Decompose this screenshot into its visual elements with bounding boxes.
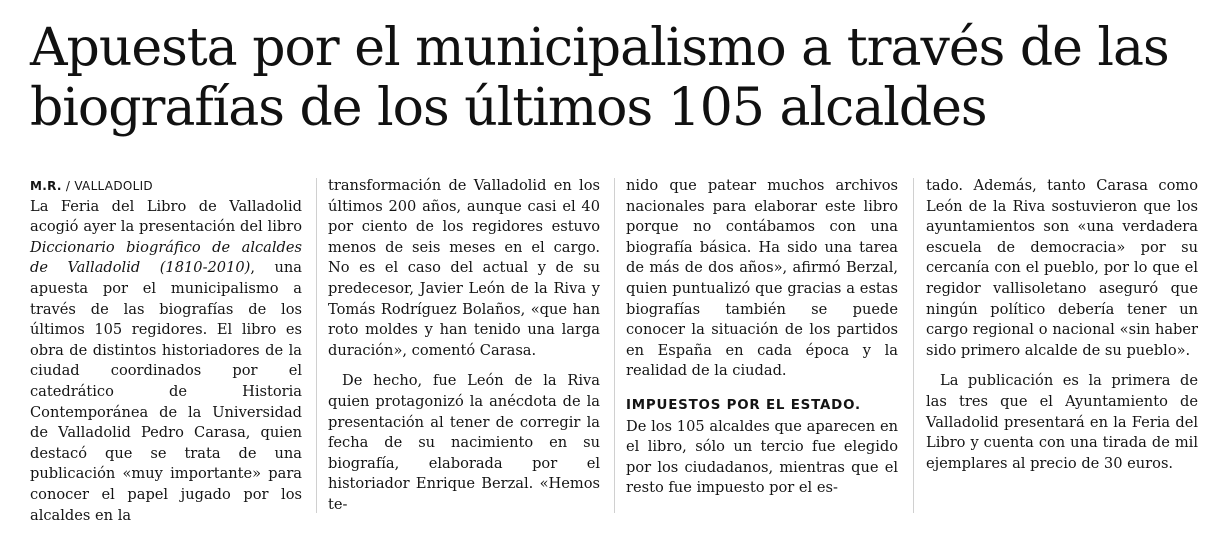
article-headline: Apuesta por el municipalismo a través de las biografías de los últimos 105 alcaldes <box>30 18 1169 138</box>
lead-text-end: , una apuesta por el municipalismo a través de las biografías de los últimos 105 regidores. El libro es obra de distintos historiadores de la ciudad coordinados por el catedrático de Historia Contemporánea de la Universidad de Valladolid Pedro Carasa, quien destacó que se trata de una publicación «muy importante» para conocer el papel jugado por los alcaldes en la <box>30 259 302 524</box>
paragraph: nido que patear muchos archivos nacionales para elaborar este libro porque no contábamos con una biografía básica. Ha sido una tarea de más de dos años», afirmó Berzal, quien puntualizó que gracias a estas biografías también se puede conocer la situación de los partidos en España en cada época y la realidad de la ciudad. <box>626 177 898 380</box>
column-divider <box>316 178 317 513</box>
section-subhead: IMPUESTOS POR EL ESTADO. <box>626 397 861 413</box>
paragraph: tado. Además, tanto Carasa como León de la Riva sostuvieron que los ayuntamientos son «una verdadera escuela de democracia» por su cercanía con el pueblo, por lo que el regidor vallisoletano aseguró que ningún político debería tener un cargo regional o nacional «sin haber sido primero alcalde de su pueblo». <box>926 177 1198 359</box>
byline-separator: / <box>61 179 75 193</box>
lead-text-start: La Feria del Libro de Valladolid acogió ayer la presentación del libro <box>30 197 302 236</box>
paragraph-gap <box>328 361 600 371</box>
paragraph: transformación de Valladolid en los últimos 200 años, aunque casi el 40 por ciento de los regidores estuvo menos de seis meses en el cargo. No es el caso del actual y de su predecesor, Javier León de la Riva y Tomás Rodríguez Bolaños, «que han roto moldes y han tenido una larga duración», comentó Carasa. <box>328 177 600 359</box>
paragraph: De los 105 alcaldes que aparecen en el libro, sólo un tercio fue elegido por los ciudadanos, mientras que el resto fue impuesto por el es- <box>626 417 898 497</box>
book-title: Diccionario biográfico de alcaldes de Valladolid (1810-2010) <box>30 238 302 277</box>
paragraph: La publicación es la primera de las tres que el Ayuntamiento de Valladolid presentará en la Feria del Libro y cuenta con una tirada de mil ejemplares al precio de 30 euros. <box>926 372 1198 472</box>
byline-location: VALLADOLID <box>74 179 153 193</box>
article-column-1 <box>30 176 302 526</box>
column-divider <box>913 178 914 513</box>
paragraph-lead <box>30 197 302 527</box>
byline <box>30 176 302 197</box>
article-column-3 <box>626 176 898 499</box>
paragraph: De hecho, fue León de la Riva quien protagonizó la anécdota de la presentación al tener de corregir la fecha de su nacimiento en su biografía, elaborada por el historiador Enrique Berzal. «Hemos te- <box>328 372 600 513</box>
article-column-2 <box>328 176 600 516</box>
paragraph-gap <box>926 361 1198 371</box>
article-column-4 <box>926 176 1198 474</box>
column-divider <box>614 178 615 513</box>
byline-author: M.R. <box>30 179 62 193</box>
